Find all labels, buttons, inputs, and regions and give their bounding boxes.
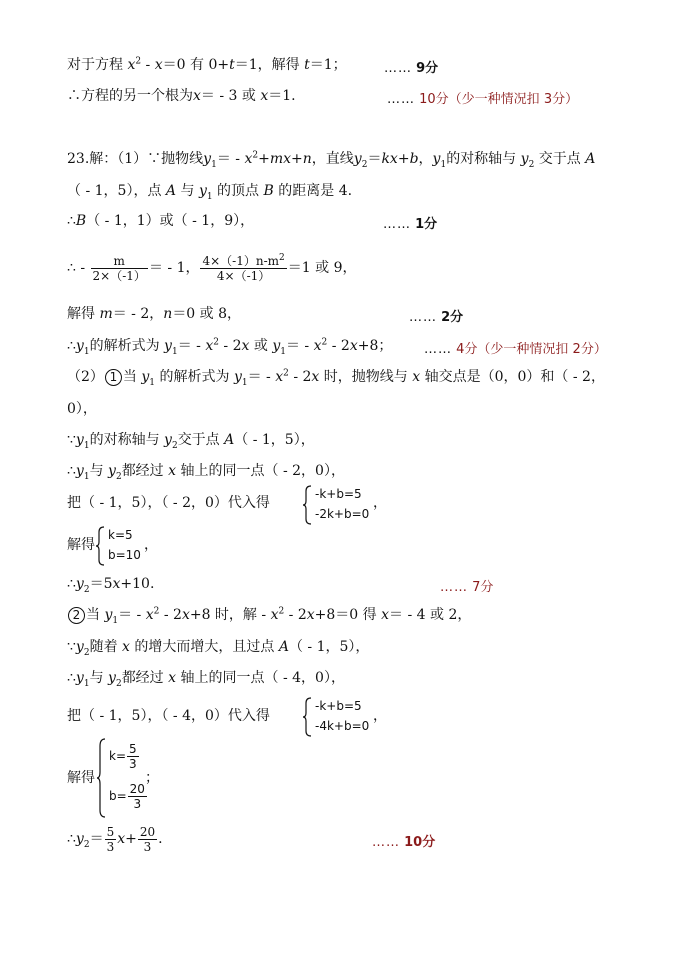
var-n: n (302, 151, 312, 167)
text: 解得 (67, 537, 95, 553)
var-x: x (313, 338, 322, 354)
text: - 2 (284, 607, 307, 623)
subscript: 2 (115, 471, 122, 482)
line-17 (67, 638, 369, 656)
subscript: 1 (206, 191, 213, 202)
score-4 (424, 338, 607, 357)
var-y: y (164, 432, 172, 448)
subscript: 2 (528, 159, 535, 170)
var-y: y (75, 670, 84, 686)
text: 0）， (67, 401, 97, 417)
text: 与 (89, 670, 109, 686)
text: ＝0 有 0+ (162, 57, 230, 73)
var-y: y (164, 338, 172, 354)
var-x: x (154, 57, 163, 73)
superscript: 2 (252, 150, 259, 161)
fraction-denominator: 3 (129, 757, 137, 771)
var-A: A (278, 639, 289, 655)
text: ∴ (67, 338, 76, 354)
left-brace-icon (303, 697, 313, 737)
subscript: 2 (83, 839, 90, 850)
text: - (141, 57, 155, 73)
text: + (397, 151, 410, 167)
text: ∴ (67, 670, 76, 686)
text: ＝ - 1， (148, 260, 200, 276)
line-15 (67, 575, 154, 593)
score-text: 10分 (404, 835, 436, 850)
line-14-tail (144, 536, 158, 554)
text: ∴ (67, 576, 76, 592)
var-x: x (260, 88, 269, 104)
line-19 (67, 707, 270, 725)
text: ∵ (67, 432, 76, 448)
text: ∴ (67, 463, 76, 479)
equation-system-1 (303, 485, 383, 525)
subscript: 1 (83, 678, 90, 689)
subscript: 1 (112, 615, 119, 626)
text: （ - 1，5），点 (67, 183, 166, 199)
var-t: t (229, 57, 235, 73)
subscript: 1 (241, 377, 248, 388)
fraction-numerator: 20 (129, 782, 145, 796)
text: ＝1； (309, 57, 347, 73)
text: 与 (176, 183, 199, 199)
score-dots: …… (387, 92, 415, 107)
line-21 (67, 822, 163, 856)
text: 轴上的同一点（ - 4，0）， (176, 670, 345, 686)
text: +8 时，解 - (189, 607, 271, 623)
text: ＝ - (118, 607, 146, 623)
text: k= (109, 749, 127, 763)
text: 23.解：（1）∵抛物线 (67, 151, 204, 167)
text: ∴方程的另一个根为 (67, 88, 193, 104)
var-x: x (181, 607, 190, 623)
text: ∵ (67, 639, 76, 655)
line-20-tail (145, 769, 159, 787)
score-dots: …… (383, 217, 411, 232)
text: b= (109, 789, 127, 803)
score-text: 1分 (415, 217, 438, 232)
line-9 (67, 368, 605, 386)
line-19-tail (373, 707, 387, 725)
equation-row: -k+b=5 (315, 699, 362, 713)
score-9 (384, 57, 438, 76)
var-y: y (198, 183, 207, 199)
superscript: 2 (278, 606, 285, 617)
var-y: y (520, 151, 529, 167)
var-x: x (117, 831, 126, 847)
equation-system-3 (303, 697, 383, 737)
text: ＝1，解得 (234, 57, 305, 73)
text: 的解析式为 (89, 338, 165, 354)
var-y: y (75, 463, 84, 479)
text: 的顶点 (212, 183, 264, 199)
text: 时，抛物线与 (319, 369, 413, 385)
score-1 (383, 213, 437, 232)
var-y: y (75, 576, 84, 592)
text: （2） (67, 369, 104, 385)
left-brace-icon (97, 738, 107, 818)
text: 轴交点是（0，0）和（ - 2， (420, 369, 605, 385)
text: ∴ - (67, 260, 90, 276)
var-x: x (145, 607, 154, 623)
subscript: 1 (149, 377, 156, 388)
text: ＝ - 4 或 2， (389, 607, 472, 623)
text: 的解析式为 (155, 369, 234, 385)
fraction-numerator: 5 (129, 742, 137, 756)
text: . (158, 831, 163, 847)
text: 交于点 (534, 151, 586, 167)
text: 都经过 (121, 670, 169, 686)
text: ＝0 或 8， (172, 306, 242, 322)
text: ＝1. (268, 88, 296, 104)
text: ＝ (367, 151, 382, 167)
var-y: y (432, 151, 441, 167)
line-13-tail (373, 494, 387, 512)
subscript: 2 (115, 678, 122, 689)
line-11 (67, 431, 315, 449)
text: 的对称轴与 (89, 432, 165, 448)
var-x: x (381, 607, 390, 623)
subscript: 1 (440, 159, 447, 170)
text: 都经过 (121, 463, 169, 479)
left-brace-icon (96, 526, 106, 566)
text: ＝ - (216, 151, 245, 167)
var-x: x (244, 151, 253, 167)
var-x: x (275, 369, 284, 385)
text: +10. (120, 576, 155, 592)
var-x: x (306, 607, 315, 623)
text: ＝ - (177, 338, 206, 354)
superscript: 2 (153, 606, 160, 617)
text: ∴ (67, 213, 76, 229)
text: 轴上的同一点（ - 2，0）， (176, 463, 345, 479)
var-A: A (165, 183, 177, 199)
var-B: B (75, 213, 87, 229)
var-x: x (112, 576, 121, 592)
score-10a (387, 88, 578, 107)
text: - 2 (327, 338, 350, 354)
var-x: x (168, 463, 177, 479)
text: 当 (122, 369, 142, 385)
line-7 (67, 305, 241, 323)
score-text: 2分 (441, 310, 464, 325)
text: ， (418, 151, 433, 167)
text: 的增大而增大，且过点 (129, 639, 279, 655)
fraction (105, 825, 117, 854)
line-20 (67, 769, 95, 787)
var-x: x (193, 88, 201, 104)
var-y: y (353, 151, 362, 167)
text: ＝ - 2， (112, 306, 164, 322)
fraction-numerator: 20 (139, 824, 156, 839)
var-y: y (233, 369, 242, 385)
text: 随着 (89, 639, 123, 655)
text: 解得 (67, 770, 95, 786)
text: （ - 1，5）， (234, 432, 315, 448)
var-A: A (224, 432, 235, 448)
score-7 (440, 576, 493, 595)
var-y: y (272, 338, 281, 354)
superscript: 2 (279, 252, 285, 263)
text: 或 (249, 338, 273, 354)
line-8 (67, 337, 392, 355)
var-n: n (163, 306, 173, 322)
equation-row (109, 742, 140, 771)
fraction-denominator: 3 (106, 839, 115, 854)
text: ＝5 (89, 576, 113, 592)
line-3 (67, 150, 595, 168)
equation-row: -2k+b=0 (315, 507, 370, 521)
score-2 (409, 306, 463, 325)
var-y: y (75, 338, 84, 354)
line-14 (67, 536, 95, 554)
text: ＝ - 3 或 (200, 88, 261, 104)
superscript: 2 (321, 337, 328, 348)
var-x: x (122, 639, 130, 655)
subscript: 1 (171, 346, 178, 357)
var-x: x (270, 607, 279, 623)
score-10b (372, 831, 435, 850)
var-m: m (99, 306, 113, 322)
text: （ - 1，1）或（ - 1，9）， (86, 213, 255, 229)
line-13 (67, 494, 270, 512)
line-18 (67, 669, 345, 687)
subscript: 1 (280, 346, 286, 357)
text: ＝ - (247, 369, 276, 385)
text: + (258, 151, 270, 167)
text: ， (144, 537, 158, 553)
line-4 (67, 182, 352, 200)
text: ∴ (67, 831, 76, 847)
superscript: 2 (283, 368, 289, 379)
text: ＝ - (285, 338, 314, 354)
circled-number: 1 (105, 369, 122, 386)
score-dots: …… (424, 342, 452, 357)
subscript: 1 (83, 440, 90, 451)
equation-row: k=5 (108, 528, 133, 542)
text: ； (145, 770, 159, 786)
fraction-denominator: 3 (143, 839, 152, 854)
line-10 (67, 400, 97, 418)
text: - 2 (159, 607, 182, 623)
text: - 2 (218, 338, 242, 354)
var-y: y (108, 463, 116, 479)
text: 当 (86, 607, 105, 623)
subscript: 2 (83, 584, 90, 595)
fraction (127, 742, 139, 771)
equation-row (109, 782, 148, 811)
text: 把（ - 1，5），（ - 4，0）代入得 (67, 708, 270, 724)
circled-number: 2 (68, 607, 85, 624)
score-dots: …… (409, 310, 437, 325)
var-y: y (75, 639, 84, 655)
text: 把（ - 1，5），（ - 2，0）代入得 (67, 495, 270, 511)
score-text: 7分 (472, 580, 494, 595)
text: 解得 (67, 306, 100, 322)
text: ， (373, 708, 387, 724)
score-text: 4分（少一种情况扣 2分） (456, 342, 607, 357)
var-y: y (108, 670, 116, 686)
line-1 (67, 56, 347, 74)
score-dots: …… (384, 61, 412, 76)
fraction-denominator: 2×（-1） (92, 268, 146, 283)
text: 的距离是 4. (273, 183, 353, 199)
text: （ - 1，5）， (288, 639, 370, 655)
var-y: y (141, 369, 150, 385)
fraction-denominator: 4×（-1） (216, 268, 271, 283)
text: + (291, 151, 303, 167)
subscript: 1 (83, 471, 90, 482)
var-x: x (205, 338, 214, 354)
var-b: b (409, 151, 419, 167)
subscript: 1 (83, 346, 90, 357)
text: 交于点 (177, 432, 225, 448)
var-x: x (311, 369, 320, 385)
var-kx: kx (381, 151, 398, 167)
var-y: y (75, 432, 84, 448)
fraction-numerator: m (91, 254, 148, 269)
fraction-numerator: 5 (106, 824, 115, 839)
text: ＝1 或 9， (287, 260, 357, 276)
equation-row: -k+b=5 (315, 487, 362, 501)
var-t: t (304, 57, 310, 73)
text: 对于方程 (67, 57, 128, 73)
var-y: y (203, 151, 212, 167)
var-x: x (241, 338, 250, 354)
subscript: 1 (211, 159, 217, 170)
score-dots: …… (440, 580, 468, 595)
line-12 (67, 462, 345, 480)
subscript: 2 (171, 440, 178, 451)
fraction-2 (200, 254, 286, 283)
var-A: A (585, 151, 596, 167)
text: 与 (89, 463, 109, 479)
superscript: 2 (135, 56, 142, 67)
text: - 2 (288, 369, 312, 385)
equation-row: -4k+b=0 (315, 719, 370, 733)
var-mx: mx (269, 151, 292, 167)
var-x: x (127, 57, 136, 73)
score-text: 9分 (416, 61, 439, 76)
line-6 (67, 251, 356, 285)
var-x: x (349, 338, 358, 354)
subscript: 2 (361, 159, 368, 170)
score-dots: …… (372, 835, 400, 850)
line-2 (67, 87, 296, 105)
fraction-denominator: 3 (133, 797, 142, 811)
text: ＝ (89, 831, 104, 847)
var-B: B (263, 183, 274, 199)
var-y: y (104, 607, 113, 623)
fraction-numerator: 4×（-1）n-m (202, 253, 280, 268)
superscript: 2 (213, 337, 219, 348)
var-x: x (412, 369, 421, 385)
text: +8＝0 得 (314, 607, 382, 623)
equation-row: b=10 (108, 548, 141, 562)
fraction-1 (91, 254, 148, 283)
left-brace-icon (303, 485, 313, 525)
var-y: y (75, 831, 84, 847)
text: ， (373, 495, 387, 511)
subscript: 2 (83, 647, 90, 658)
text: + (125, 831, 137, 847)
var-x: x (168, 670, 177, 686)
score-text: 10分（少一种情况扣 3分） (419, 92, 579, 107)
text: 的对称轴与 (446, 151, 521, 167)
fraction (138, 825, 157, 854)
text: +8； (357, 338, 393, 354)
line-16 (67, 606, 471, 624)
line-5 (67, 212, 254, 230)
text: ，直线 (311, 151, 354, 167)
